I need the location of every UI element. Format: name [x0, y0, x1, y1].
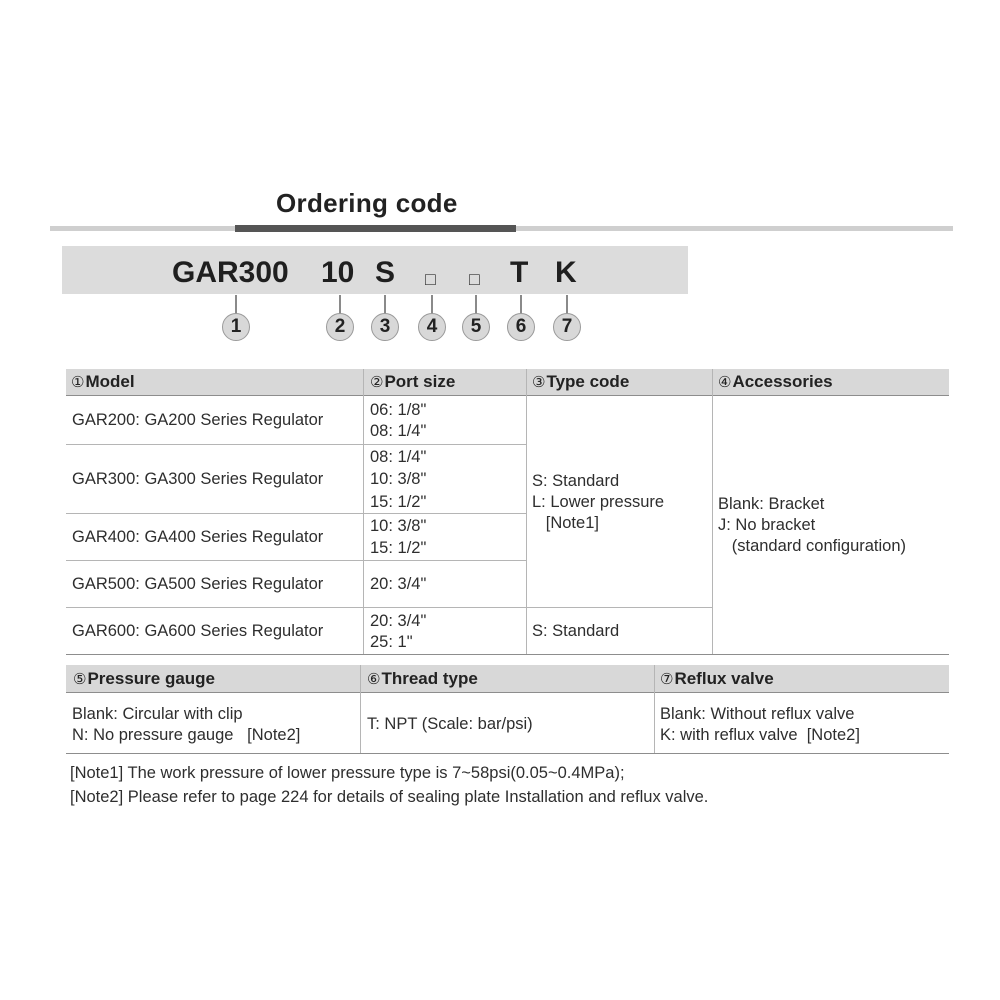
port-value: 20: 3/4": [370, 575, 427, 593]
table-divider: [712, 369, 713, 654]
header-thread-label: Thread type: [381, 669, 478, 688]
title-rule-accent: [235, 225, 516, 232]
header-gauge: [73, 667, 215, 692]
row-divider: [66, 444, 526, 445]
header-model: [71, 370, 135, 395]
header-thread: [367, 667, 478, 692]
marker-3: 3: [371, 313, 399, 341]
port-value: 06: 1/8": [370, 401, 427, 419]
header-reflux-number: ⑦: [660, 671, 674, 688]
table-rule: [66, 692, 949, 693]
type-code-value: L: Lower pressure: [532, 493, 665, 511]
header-accessories: [718, 370, 833, 395]
leader-line: [431, 295, 433, 314]
table-bottom-rule: [66, 654, 949, 655]
code-reflux: K: [555, 256, 577, 289]
port-value: 15: 1/2": [370, 493, 427, 511]
header-thread-number: ⑥: [367, 671, 381, 688]
row-divider: [66, 607, 712, 608]
model-row: GAR300: GA300 Series Regulator: [72, 470, 324, 488]
port-value: 25: 1": [370, 633, 413, 651]
table-divider: [526, 369, 527, 654]
header-port-number: ②: [370, 374, 384, 391]
header-model-number: ①: [71, 374, 85, 391]
thread-value: T: NPT (Scale: bar/psi): [367, 715, 533, 733]
type-code-note: [Note1]: [532, 514, 599, 532]
accessory-value: (standard configuration): [718, 537, 907, 555]
header-gauge-label: Pressure gauge: [87, 669, 216, 688]
page-title: Ordering code: [276, 188, 458, 218]
code-gauge-placeholder: □: [469, 269, 480, 289]
type-code-value: S: Standard: [532, 622, 620, 640]
header-reflux: [660, 667, 774, 692]
leader-line: [384, 295, 386, 314]
note-2: [Note2] Please refer to page 224 for details of sealing plate Installation and reflux valve.: [70, 788, 709, 806]
marker-4: 4: [418, 313, 446, 341]
row-divider: [66, 560, 526, 561]
header-port-label: Port size: [384, 372, 456, 391]
accessory-value: J: No bracket: [718, 516, 816, 534]
code-thread: T: [510, 256, 529, 289]
reflux-value: K: with reflux valve [Note2]: [660, 726, 860, 744]
marker-2: 2: [326, 313, 354, 341]
header-gauge-number: ⑤: [73, 671, 87, 688]
port-value: 10: 3/8": [370, 517, 427, 535]
leader-line: [520, 295, 522, 314]
gauge-value: Blank: Circular with clip: [72, 705, 243, 723]
code-type: S: [375, 256, 396, 289]
table-rule: [66, 395, 949, 396]
leader-line: [235, 295, 237, 314]
marker-5: 5: [462, 313, 490, 341]
leader-line: [339, 295, 341, 314]
header-port: [370, 370, 455, 395]
reflux-value: Blank: Without reflux valve: [660, 705, 855, 723]
code-accessory-placeholder: □: [425, 269, 436, 289]
note-1: [Note1] The work pressure of lower pressure type is 7~58psi(0.05~0.4MPa);: [70, 764, 625, 782]
model-row: GAR200: GA200 Series Regulator: [72, 411, 324, 429]
header-type: [532, 370, 629, 395]
model-row: GAR600: GA600 Series Regulator: [72, 622, 324, 640]
marker-6: 6: [507, 313, 535, 341]
header-accessories-number: ④: [718, 374, 732, 391]
header-accessories-label: Accessories: [732, 372, 833, 391]
table-divider: [654, 665, 655, 753]
type-code-value: S: Standard: [532, 472, 620, 490]
row-divider: [66, 513, 526, 514]
port-value: 08: 1/4": [370, 422, 427, 440]
port-value: 10: 3/8": [370, 470, 427, 488]
port-value: 08: 1/4": [370, 448, 427, 466]
table-bottom-rule: [66, 753, 949, 754]
model-row: GAR500: GA500 Series Regulator: [72, 575, 324, 593]
port-value: 20: 3/4": [370, 612, 427, 630]
code-model: GAR300: [172, 256, 289, 289]
marker-7: 7: [553, 313, 581, 341]
header-model-label: Model: [85, 372, 135, 391]
port-value: 15: 1/2": [370, 539, 427, 557]
table-divider: [363, 369, 364, 654]
table-divider: [360, 665, 361, 753]
header-type-number: ③: [532, 374, 546, 391]
leader-line: [566, 295, 568, 314]
header-reflux-label: Reflux valve: [674, 669, 774, 688]
gauge-value: N: No pressure gauge [Note2]: [72, 726, 301, 744]
code-port: 10: [321, 256, 355, 289]
marker-1: 1: [222, 313, 250, 341]
model-row: GAR400: GA400 Series Regulator: [72, 528, 324, 546]
header-type-label: Type code: [546, 372, 630, 391]
accessory-value: Blank: Bracket: [718, 495, 825, 513]
leader-line: [475, 295, 477, 314]
